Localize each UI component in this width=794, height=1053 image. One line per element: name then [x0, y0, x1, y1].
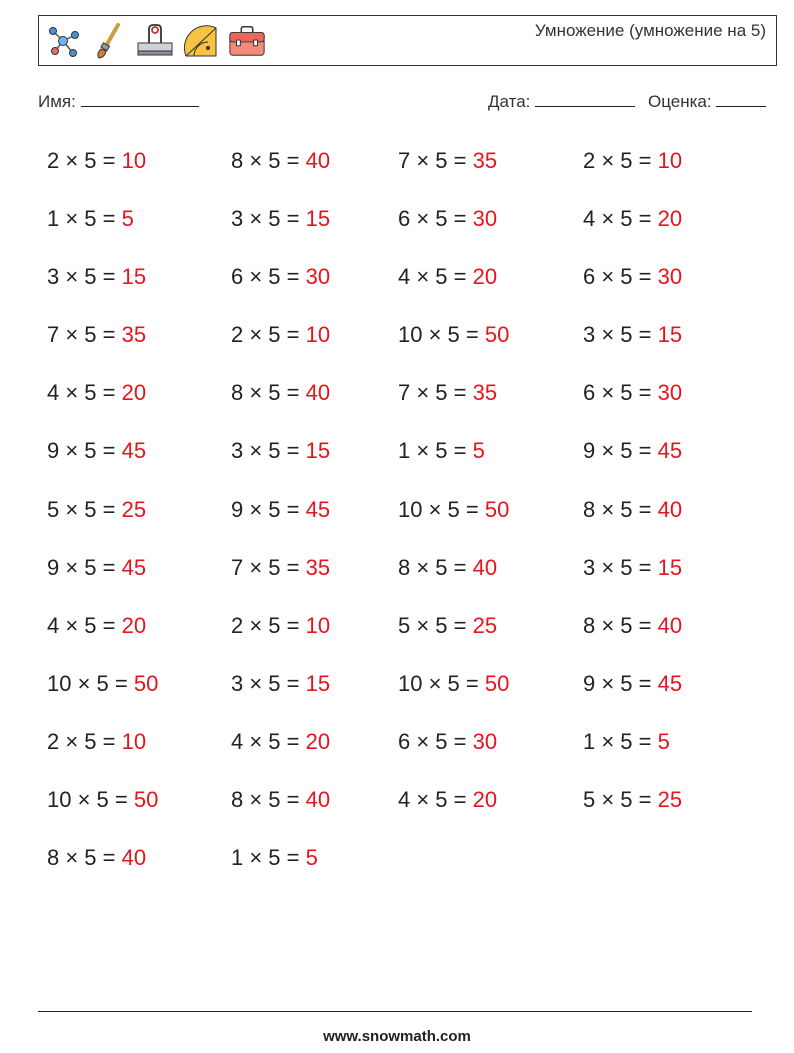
problem-item	[583, 549, 747, 607]
problem-answer: 10	[657, 148, 683, 173]
protractor-icon	[181, 20, 221, 62]
problem-item	[583, 432, 747, 490]
problem-question: 1 × 5 =	[47, 206, 116, 232]
problem-answer: 50	[133, 787, 159, 813]
problem-question: 3 × 5 =	[583, 554, 652, 580]
problem-answer: 45	[121, 438, 147, 464]
problem-question: 9 × 5 =	[583, 438, 652, 464]
problem-answer: 50	[484, 670, 510, 696]
problem-answer: 25	[121, 496, 147, 522]
problem-item	[398, 723, 583, 781]
problem-answer: 30	[305, 264, 331, 290]
problem-question: 8 × 5 =	[231, 380, 300, 406]
problem-answer: 30	[472, 728, 498, 754]
problem-question: 4 × 5 =	[231, 728, 300, 754]
problem-item	[47, 200, 231, 258]
problem-question: 1 × 5 =	[231, 845, 300, 871]
problem-item	[231, 142, 398, 200]
problem-answer: 45	[657, 438, 683, 464]
problem-question: 4 × 5 =	[47, 612, 116, 638]
problem-answer: 5	[657, 728, 670, 754]
problem-answer: 50	[133, 670, 159, 696]
problem-question: 6 × 5 =	[398, 206, 467, 232]
problem-question: 3 × 5 =	[231, 438, 300, 464]
problem-question: 6 × 5 =	[231, 264, 300, 290]
problem-answer: 40	[472, 554, 498, 580]
problem-question: 6 × 5 =	[583, 380, 652, 406]
problem-question: 2 × 5 =	[231, 322, 300, 348]
problem-item	[398, 491, 583, 549]
problem-question: 7 × 5 =	[398, 148, 467, 173]
problem-item	[398, 142, 583, 200]
problem-item	[47, 839, 231, 897]
problem-question: 10 × 5 =	[47, 787, 128, 813]
problem-answer: 25	[657, 787, 683, 813]
problem-question: 9 × 5 =	[47, 438, 116, 464]
problem-question: 10 × 5 =	[398, 670, 479, 696]
problem-answer: 15	[121, 264, 147, 290]
problem-item	[398, 665, 583, 723]
problem-answer: 40	[121, 845, 147, 871]
worksheet-header	[38, 15, 777, 66]
problem-item	[47, 549, 231, 607]
problem-answer: 10	[121, 148, 147, 173]
problem-answer: 50	[484, 322, 510, 348]
problem-question: 5 × 5 =	[47, 496, 116, 522]
problem-item	[583, 665, 747, 723]
problem-item	[398, 607, 583, 665]
grade-field[interactable]	[648, 92, 766, 112]
problem-answer: 20	[472, 787, 498, 813]
problem-item	[583, 374, 747, 432]
problem-question: 4 × 5 =	[583, 206, 652, 232]
problem-question: 6 × 5 =	[398, 728, 467, 754]
problem-item	[47, 142, 231, 200]
problem-item	[398, 258, 583, 316]
problem-answer: 15	[305, 438, 331, 464]
problem-answer: 40	[305, 148, 331, 173]
grade-label: Оценка:	[648, 92, 712, 111]
name-label: Имя:	[38, 92, 76, 111]
problem-answer: 5	[472, 438, 485, 464]
problem-question: 8 × 5 =	[398, 554, 467, 580]
problem-answer: 35	[472, 148, 498, 173]
problem-item	[47, 374, 231, 432]
problem-answer: 35	[305, 554, 331, 580]
problem-item	[231, 781, 398, 839]
problem-item	[398, 781, 583, 839]
problem-question: 10 × 5 =	[47, 670, 128, 696]
problem-answer: 35	[472, 380, 498, 406]
worksheet-title: Умножение (умножение на 5)	[534, 21, 766, 40]
problem-answer: 40	[657, 612, 683, 638]
problem-item	[398, 316, 583, 374]
problem-item	[583, 200, 747, 258]
problem-question: 4 × 5 =	[47, 380, 116, 406]
problem-question: 8 × 5 =	[231, 787, 300, 813]
problem-item	[47, 607, 231, 665]
problem-answer: 45	[121, 554, 147, 580]
problem-item	[583, 258, 747, 316]
problem-item	[47, 781, 231, 839]
problem-item	[231, 374, 398, 432]
problem-answer: 25	[472, 612, 498, 638]
problem-question: 6 × 5 =	[583, 264, 652, 290]
problem-answer: 45	[305, 496, 331, 522]
date-field[interactable]	[488, 92, 635, 112]
problem-answer: 20	[657, 206, 683, 232]
problem-item	[583, 607, 747, 665]
problem-question: 8 × 5 =	[231, 148, 300, 173]
problem-question: 3 × 5 =	[47, 264, 116, 290]
problem-item	[231, 491, 398, 549]
problem-item	[583, 142, 747, 200]
problem-item	[398, 549, 583, 607]
problem-question: 3 × 5 =	[231, 670, 300, 696]
date-label: Дата:	[488, 92, 531, 111]
problem-question: 10 × 5 =	[398, 496, 479, 522]
problem-item	[231, 200, 398, 258]
problem-item	[583, 781, 747, 839]
problem-item	[583, 491, 747, 549]
problem-item	[47, 258, 231, 316]
problem-answer: 50	[484, 496, 510, 522]
problem-question: 10 × 5 =	[398, 322, 479, 348]
problem-question: 3 × 5 =	[583, 322, 652, 348]
problem-answer: 30	[472, 206, 498, 232]
problem-question: 2 × 5 =	[231, 612, 300, 638]
problem-question: 1 × 5 =	[398, 438, 467, 464]
problem-question: 8 × 5 =	[47, 845, 116, 871]
problem-answer: 30	[657, 380, 683, 406]
problem-question: 9 × 5 =	[583, 670, 652, 696]
problem-question: 2 × 5 =	[47, 728, 116, 754]
problem-question: 2 × 5 =	[583, 148, 652, 173]
footer-site: www.snowmath.com	[323, 1028, 471, 1045]
briefcase-icon	[227, 20, 267, 62]
footer-divider	[38, 1011, 752, 1012]
problem-item	[47, 491, 231, 549]
problem-answer: 40	[305, 787, 331, 813]
problem-item	[47, 316, 231, 374]
problem-question: 5 × 5 =	[583, 787, 652, 813]
problem-item	[47, 723, 231, 781]
problem-item	[47, 432, 231, 490]
problem-question: 5 × 5 =	[398, 612, 467, 638]
problem-answer: 15	[657, 554, 683, 580]
problem-item	[583, 316, 747, 374]
problem-item	[231, 723, 398, 781]
problem-grid	[47, 142, 747, 897]
problem-answer: 20	[472, 264, 498, 290]
grade-line[interactable]	[716, 92, 766, 107]
name-field[interactable]	[38, 92, 199, 112]
problem-answer: 10	[305, 322, 331, 348]
problem-answer: 40	[305, 380, 331, 406]
molecule-icon	[43, 20, 83, 62]
problem-question: 3 × 5 =	[231, 206, 300, 232]
problem-answer: 20	[305, 728, 331, 754]
problem-question: 7 × 5 =	[47, 322, 116, 348]
paintbrush-icon	[89, 20, 129, 62]
problem-question: 1 × 5 =	[583, 728, 652, 754]
header-icons	[43, 20, 267, 62]
problem-item	[231, 607, 398, 665]
problem-item	[398, 432, 583, 490]
problem-answer: 10	[305, 612, 331, 638]
problem-answer: 5	[121, 206, 134, 232]
problem-answer: 30	[657, 264, 683, 290]
problem-question: 8 × 5 =	[583, 612, 652, 638]
problem-question: 2 × 5 =	[47, 148, 116, 173]
problem-question: 8 × 5 =	[583, 496, 652, 522]
problem-answer: 45	[657, 670, 683, 696]
problem-question: 7 × 5 =	[398, 380, 467, 406]
problem-answer: 15	[305, 206, 331, 232]
problem-item	[47, 665, 231, 723]
problem-question: 9 × 5 =	[231, 496, 300, 522]
problem-question: 4 × 5 =	[398, 787, 467, 813]
problem-answer: 20	[121, 612, 147, 638]
problem-item	[231, 258, 398, 316]
binder-clip-icon	[135, 20, 175, 62]
problem-item	[398, 200, 583, 258]
problem-answer: 5	[305, 845, 318, 871]
problem-answer: 35	[121, 322, 147, 348]
problem-item	[231, 839, 398, 897]
problem-item	[231, 549, 398, 607]
date-line[interactable]	[535, 92, 635, 107]
problem-item	[231, 432, 398, 490]
problem-answer: 20	[121, 380, 147, 406]
problem-answer: 15	[305, 670, 331, 696]
problem-item	[398, 374, 583, 432]
problem-question: 4 × 5 =	[398, 264, 467, 290]
problem-item	[583, 723, 747, 781]
problem-answer: 40	[657, 496, 683, 522]
problem-item	[231, 316, 398, 374]
problem-answer: 15	[657, 322, 683, 348]
name-line[interactable]	[81, 92, 199, 107]
problem-question: 9 × 5 =	[47, 554, 116, 580]
problem-question: 7 × 5 =	[231, 554, 300, 580]
problem-answer: 10	[121, 728, 147, 754]
problem-item	[231, 665, 398, 723]
